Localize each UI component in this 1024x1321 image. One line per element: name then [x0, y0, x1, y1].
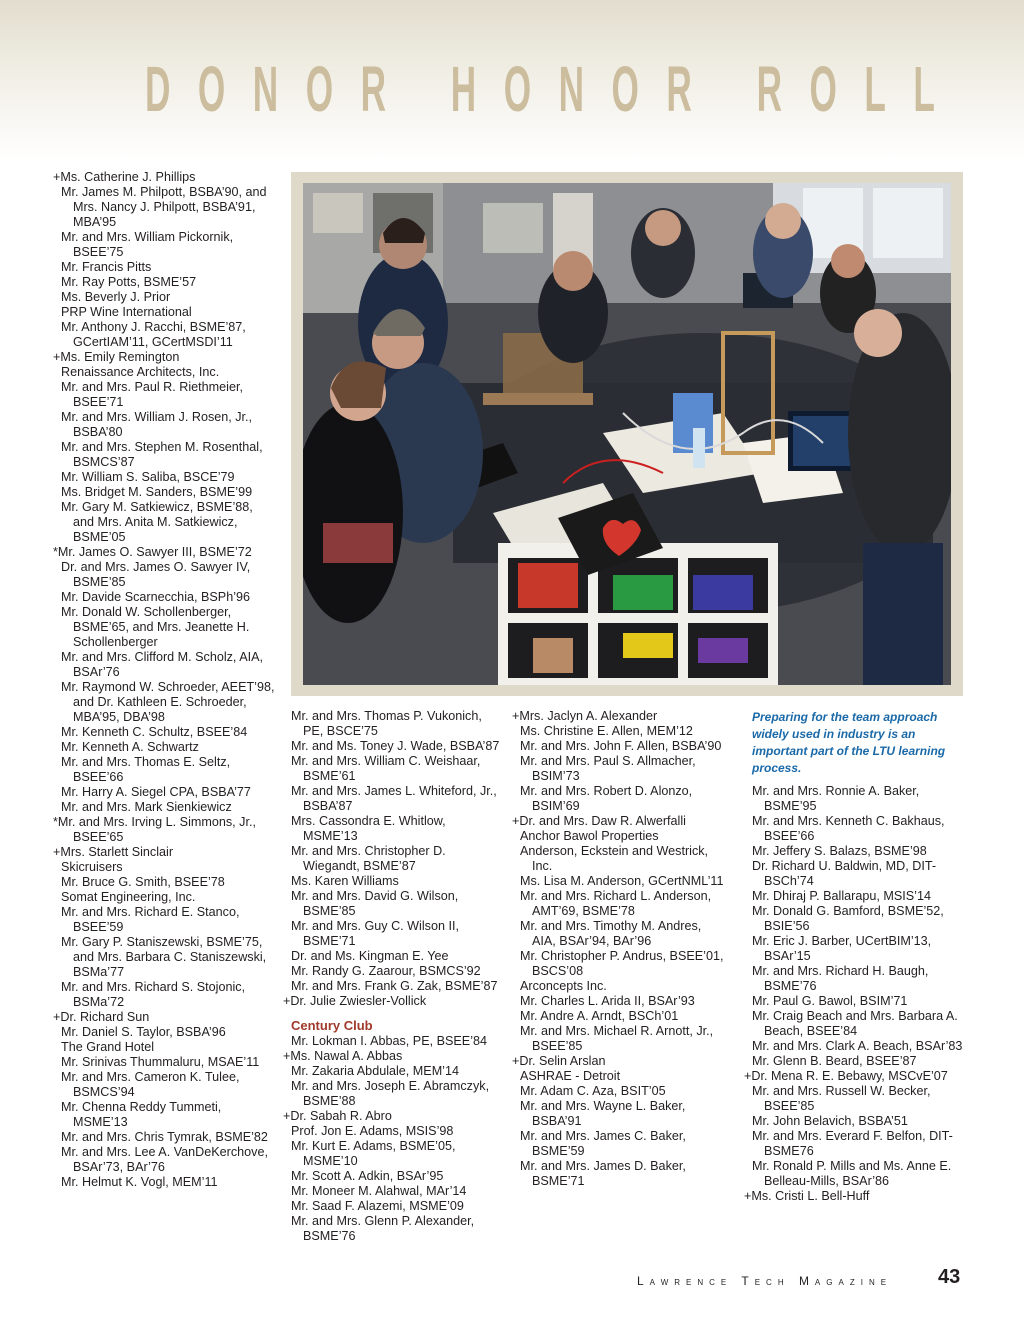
donor-name-line: Mr. and Mrs. Cameron K. Tulee,	[61, 1070, 240, 1084]
donor-name-line: Mr. Ray Potts, BSME’57	[61, 275, 197, 289]
donor-entry	[752, 1129, 972, 1159]
donor-name-line: Mr. Anthony J. Racchi, BSME’87,	[61, 320, 246, 334]
donor-entry	[61, 680, 281, 725]
donor-name-continuation: Schollenberger	[73, 635, 158, 649]
donor-entry	[291, 889, 506, 919]
donor-name-continuation: BSEE’66	[764, 829, 815, 843]
donor-name-line: Mr. Ronald P. Mills and Ms. Anne E.	[752, 1159, 952, 1173]
donor-name-line: Arconcepts Inc.	[520, 979, 607, 993]
donor-entry	[752, 1009, 972, 1039]
donor-name-line: Mr. and Mrs. Paul S. Allmacher,	[520, 754, 696, 768]
donor-name-line: Mr. Kenneth C. Schultz, BSEE’84	[61, 725, 248, 739]
donor-name-line: Mr. and Mrs. Clifford M. Scholz, AIA,	[61, 650, 264, 664]
donor-column-1	[53, 170, 281, 1190]
donor-name-continuation: PE, BSCE’75	[303, 724, 378, 738]
donor-entry	[520, 739, 735, 754]
donor-name-line: Mr. Glenn B. Beard, BSEE’87	[752, 1054, 917, 1068]
donor-entry	[752, 1159, 972, 1189]
donor-name-line: +Ms. Catherine J. Phillips	[53, 170, 196, 184]
donor-name-line: +Ms. Cristi L. Bell-Huff	[744, 1189, 870, 1203]
magazine-name: Lawrence Tech Magazine	[637, 1274, 893, 1288]
donor-name-continuation: Mrs. Nancy J. Philpott, BSBA’91,	[73, 200, 256, 214]
donor-name-line: Mr. and Mrs. Guy C. Wilson II,	[291, 919, 459, 933]
donor-name-continuation: BSME’61	[303, 769, 356, 783]
donor-entry	[752, 859, 972, 889]
donor-name-line: Mr. and Mrs. Kenneth C. Bakhaus,	[752, 814, 945, 828]
donor-entry	[291, 1214, 506, 1244]
lab-photo	[303, 183, 951, 685]
donor-name-continuation: BSEE’59	[73, 920, 124, 934]
donor-entry	[520, 1084, 735, 1099]
donor-name-line: Mr. Gary P. Staniszewski, BSME’75,	[61, 935, 263, 949]
donor-name-line: Mr. Charles L. Arida II, BSAr’93	[520, 994, 695, 1008]
donor-name-line: Mr. and Mrs. James C. Baker,	[520, 1129, 686, 1143]
donor-name-continuation: BSMCS’94	[73, 1085, 135, 1099]
lab-photo-illustration	[303, 183, 951, 685]
donor-name-continuation: BSME’95	[764, 799, 817, 813]
donor-entry	[61, 800, 281, 815]
donor-name-continuation: BSME’65, and Mrs. Jeanette H.	[73, 620, 250, 634]
donor-name-line: Ms. Christine E. Allen, MEM’12	[520, 724, 693, 738]
donor-entry	[53, 1010, 281, 1025]
donor-entry	[752, 1084, 972, 1114]
donor-name-line: Mr. and Mrs. Chris Tymrak, BSME’82	[61, 1130, 268, 1144]
donor-name-line: Ms. Bridget M. Sanders, BSME’99	[61, 485, 253, 499]
donor-entry	[61, 440, 281, 470]
donor-name-line: +Mrs. Starlett Sinclair	[53, 845, 174, 859]
donor-entry	[291, 1124, 506, 1139]
donor-entry	[61, 305, 281, 320]
donor-entry	[61, 320, 281, 350]
donor-name-continuation: and Mrs. Barbara C. Staniszewski,	[73, 950, 267, 964]
donor-entry	[291, 874, 506, 889]
donor-entry	[61, 1055, 281, 1070]
donor-entry	[53, 170, 281, 185]
donor-entry	[291, 1184, 506, 1199]
donor-name-continuation: BSME’76	[303, 1229, 356, 1243]
donor-name-line: Ms. Lisa M. Anderson, GCertNML’11	[520, 874, 724, 888]
donor-name-continuation: AIA, BSAr’94, BAr’96	[532, 934, 652, 948]
donor-name-continuation: BSME’59	[532, 1144, 585, 1158]
donor-name-continuation: BSEE’85	[764, 1099, 815, 1113]
donor-entry	[61, 410, 281, 440]
donor-name-continuation: Wiegandt, BSME’87	[303, 859, 416, 873]
donor-entry	[61, 230, 281, 260]
donor-entry	[291, 1139, 506, 1169]
donor-entry	[291, 949, 506, 964]
donor-name-line: Mr. Chenna Reddy Tummeti,	[61, 1100, 222, 1114]
donor-name-line: Mr. Davide Scarnecchia, BSPh’96	[61, 590, 250, 604]
donor-name-line: Dr. Richard U. Baldwin, MD, DIT-	[752, 859, 937, 873]
donor-entry	[752, 994, 972, 1009]
donor-name-continuation: BSAr’15	[764, 949, 811, 963]
donor-entry	[520, 889, 735, 919]
page-title: DONOR HONOR ROLL	[145, 53, 963, 125]
donor-name-line: PRP Wine International	[61, 305, 192, 319]
donor-entry	[752, 934, 972, 964]
donor-name-line: +Mrs. Jaclyn A. Alexander	[512, 709, 658, 723]
donor-entry	[752, 1054, 972, 1069]
donor-name-line: Mr. and Mrs. Ronnie A. Baker,	[752, 784, 920, 798]
donor-name-line: Mr. and Mrs. Joseph E. Abramczyk,	[291, 1079, 490, 1093]
donor-name-line: Mr. and Mrs. Michael R. Arnott, Jr.,	[520, 1024, 714, 1038]
donor-entry	[752, 814, 972, 844]
donor-name-continuation: AMT’69, BSME’78	[532, 904, 635, 918]
donor-name-line: Mr. Donald W. Schollenberger,	[61, 605, 232, 619]
donor-name-line: Mr. and Mrs. Lee A. VanDeKerchove,	[61, 1145, 268, 1159]
donor-entry	[512, 709, 735, 724]
donor-name-continuation: BSME’85	[303, 904, 356, 918]
donor-entry	[752, 904, 972, 934]
donor-entry	[752, 1114, 972, 1129]
donor-name-continuation: BSEE’85	[532, 1039, 583, 1053]
donor-name-continuation: MBA’95	[73, 215, 117, 229]
donor-entry	[61, 860, 281, 875]
donor-name-line: Somat Engineering, Inc.	[61, 890, 196, 904]
donor-name-continuation: BSME76	[764, 1144, 814, 1158]
donor-entry	[283, 994, 506, 1009]
donor-name-line: +Ms. Emily Remington	[53, 350, 180, 364]
donor-name-continuation: Inc.	[532, 859, 553, 873]
photo-frame	[291, 172, 963, 696]
donor-entry	[61, 275, 281, 290]
donor-entry	[61, 890, 281, 905]
donor-entry	[520, 1009, 735, 1024]
donor-entry	[291, 784, 506, 814]
donor-name-continuation: BSMa’72	[73, 995, 125, 1009]
donor-name-line: Dr. and Ms. Kingman E. Yee	[291, 949, 449, 963]
donor-entry	[291, 844, 506, 874]
donor-entry	[520, 994, 735, 1009]
donor-name-line: +Ms. Nawal A. Abbas	[283, 1049, 403, 1063]
donor-entry	[752, 844, 972, 859]
donor-entry	[752, 964, 972, 994]
donor-entry	[61, 590, 281, 605]
donor-name-line: Mr. and Mrs. Wayne L. Baker,	[520, 1099, 686, 1113]
donor-name-line: Mr. Helmut K. Vogl, MEM’11	[61, 1175, 218, 1189]
donor-entry	[61, 1025, 281, 1040]
donor-name-line: +Dr. Sabah R. Abro	[283, 1109, 392, 1123]
donor-name-line: Mr. James M. Philpott, BSBA’90, and	[61, 185, 267, 199]
donor-entry	[61, 785, 281, 800]
donor-name-continuation: BSME’05	[73, 530, 126, 544]
donor-entry	[53, 545, 281, 560]
donor-entry	[520, 1099, 735, 1129]
donor-name-line: Mr. and Mrs. James D. Baker,	[520, 1159, 686, 1173]
donor-entry	[61, 185, 281, 230]
donor-entry	[61, 1070, 281, 1100]
donor-entry	[61, 500, 281, 545]
donor-entry	[61, 365, 281, 380]
donor-name-line: Skicruisers	[61, 860, 123, 874]
donor-name-line: Mr. and Mrs. Paul R. Riethmeier,	[61, 380, 243, 394]
photo-caption: Preparing for the team approach widely used in industry is an important part of the LTU learning process.	[752, 710, 946, 775]
donor-name-line: Mr. Donald G. Bamford, BSME’52,	[752, 904, 944, 918]
donor-name-line: Mr. and Mrs. Thomas E. Seltz,	[61, 755, 231, 769]
donor-name-line: Mr. Francis Pitts	[61, 260, 152, 274]
donor-name-continuation: BSME’76	[764, 979, 817, 993]
donor-name-line: Mr. and Mrs. Richard E. Stanco,	[61, 905, 240, 919]
donor-name-line: Mr. and Mrs. Everard F. Belfon, DIT-	[752, 1129, 953, 1143]
donor-entry	[520, 874, 735, 889]
donor-name-line: Mr. and Mrs. William C. Weishaar,	[291, 754, 481, 768]
donor-entry	[61, 485, 281, 500]
donor-name-line: Mr. Craig Beach and Mrs. Barbara A.	[752, 1009, 958, 1023]
donor-column-2	[283, 709, 506, 1244]
donor-column-4	[744, 784, 972, 1204]
donor-entry	[520, 919, 735, 949]
donor-entry	[291, 1034, 506, 1049]
donor-entry	[512, 814, 735, 829]
donor-name-continuation: BSEE’66	[73, 770, 124, 784]
donor-name-continuation: BSBA’87	[303, 799, 353, 813]
donor-entry	[291, 1064, 506, 1079]
donor-entry	[61, 905, 281, 935]
donor-name-continuation: BSEE’75	[73, 245, 124, 259]
donor-name-line: Mr. Christopher P. Andrus, BSEE’01,	[520, 949, 724, 963]
donor-name-line: Mr. John Belavich, BSBA’51	[752, 1114, 908, 1128]
donor-name-continuation: MSME’13	[73, 1115, 128, 1129]
donor-entry	[291, 979, 506, 994]
donor-name-line: Mr. Gary M. Satkiewicz, BSME’88,	[61, 500, 253, 514]
donor-name-line: Mr. and Mrs. John F. Allen, BSBA’90	[520, 739, 722, 753]
donor-name-continuation: BSAr’76	[73, 665, 120, 679]
donor-entry	[61, 725, 281, 740]
donor-name-line: Mr. Adam C. Aza, BSIT’05	[520, 1084, 666, 1098]
donor-name-line: Anchor Bawol Properties	[520, 829, 659, 843]
donor-name-line: Mr. William S. Saliba, BSCE’79	[61, 470, 235, 484]
donor-name-line: Prof. Jon E. Adams, MSIS’98	[291, 1124, 454, 1138]
donor-entry	[61, 755, 281, 785]
donor-name-line: Mr. and Mrs. Stephen M. Rosenthal,	[61, 440, 263, 454]
donor-name-line: Renaissance Architects, Inc.	[61, 365, 220, 379]
donor-entry	[61, 470, 281, 485]
donor-name-continuation: BSBA’80	[73, 425, 123, 439]
donor-name-line: Mr. Lokman I. Abbas, PE, BSEE’84	[291, 1034, 488, 1048]
donor-name-line: *Mr. and Mrs. Irving L. Simmons, Jr.,	[53, 815, 256, 829]
donor-entry	[744, 1189, 972, 1204]
donor-name-continuation: and Mrs. Anita M. Satkiewicz,	[73, 515, 238, 529]
page-number: 43	[938, 1266, 961, 1288]
donor-name-continuation: BSIM’73	[532, 769, 580, 783]
donor-name-continuation: BSCh’74	[764, 874, 814, 888]
donor-entry	[61, 650, 281, 680]
donor-name-line: +Dr. and Mrs. Daw R. Alwerfalli	[512, 814, 686, 828]
donor-entry	[53, 350, 281, 365]
donor-name-line: Mr. Jeffery S. Balazs, BSME’98	[752, 844, 927, 858]
donor-entry	[61, 290, 281, 305]
donor-entry	[520, 979, 735, 994]
donor-name-line: Dr. and Mrs. James O. Sawyer IV,	[61, 560, 251, 574]
donor-name-line: Mr. Kenneth A. Schwartz	[61, 740, 199, 754]
donor-entry	[61, 1130, 281, 1145]
donor-entry	[61, 1145, 281, 1175]
donor-name-continuation: BSME’88	[303, 1094, 356, 1108]
donor-name-continuation: MSME’13	[303, 829, 358, 843]
donor-name-continuation: MSME’10	[303, 1154, 358, 1168]
donor-name-line: Mr. Bruce G. Smith, BSEE’78	[61, 875, 225, 889]
donor-name-line: Mr. Zakaria Abdulale, MEM’14	[291, 1064, 459, 1078]
donor-name-continuation: Belleau-Mills, BSAr’86	[764, 1174, 890, 1188]
donor-name-line: Mr. Raymond W. Schroeder, AEET’98,	[61, 680, 275, 694]
donor-name-line: Mrs. Cassondra E. Whitlow,	[291, 814, 446, 828]
donor-entry	[291, 1169, 506, 1184]
donor-entry	[291, 739, 506, 754]
donor-name-line: Mr. Kurt E. Adams, BSME’05,	[291, 1139, 456, 1153]
donor-entry	[520, 1129, 735, 1159]
donor-name-continuation: BSIM’69	[532, 799, 580, 813]
donor-name-line: Mr. and Mrs. Richard S. Stojonic,	[61, 980, 246, 994]
donor-name-continuation: BSME’71	[532, 1174, 585, 1188]
donor-entry	[291, 1199, 506, 1214]
donor-entry	[744, 1069, 972, 1084]
section-heading: Century Club	[291, 1018, 373, 1033]
donor-name-line: Mr. and Mrs. Christopher D.	[291, 844, 446, 858]
donor-entry	[752, 889, 972, 904]
donor-name-continuation: BSEE’65	[73, 830, 124, 844]
donor-name-line: +Dr. Selin Arslan	[512, 1054, 606, 1068]
donor-entry	[53, 845, 281, 860]
donor-entry	[752, 784, 972, 814]
donor-name-line: Ms. Karen Williams	[291, 874, 399, 888]
donor-entry	[61, 935, 281, 980]
donor-name-line: The Grand Hotel	[61, 1040, 155, 1054]
donor-name-line: Mr. and Mrs. Richard H. Baugh,	[752, 964, 929, 978]
donor-name-line: Mr. and Mrs. Richard L. Anderson,	[520, 889, 712, 903]
donor-name-continuation: BSBA’91	[532, 1114, 582, 1128]
donor-entry	[291, 709, 506, 739]
donor-entry	[61, 260, 281, 275]
donor-name-continuation: BSAr’73, BAr’76	[73, 1160, 165, 1174]
donor-entry	[512, 1054, 735, 1069]
donor-name-continuation: BSIE’56	[764, 919, 810, 933]
donor-entry	[61, 980, 281, 1010]
donor-entry	[283, 1049, 506, 1064]
donor-entry	[291, 919, 506, 949]
donor-entry	[291, 754, 506, 784]
donor-entry	[53, 815, 281, 845]
donor-name-line: Mr. and Mrs. Glenn P. Alexander,	[291, 1214, 475, 1228]
donor-name-line: Mr. and Mrs. Russell W. Becker,	[752, 1084, 931, 1098]
donor-entry	[61, 740, 281, 755]
donor-name-line: Mr. Saad F. Alazemi, MSME’09	[291, 1199, 464, 1213]
donor-entry	[520, 829, 735, 844]
donor-entry	[291, 964, 506, 979]
donor-name-continuation: BSME’71	[303, 934, 356, 948]
donor-entry	[520, 1024, 735, 1054]
donor-entry	[520, 1069, 735, 1084]
donor-name-line: +Dr. Julie Zwiesler-Vollick	[283, 994, 427, 1008]
donor-name-line: Mr. and Mrs. David G. Wilson,	[291, 889, 459, 903]
donor-name-line: Mr. and Mrs. Clark A. Beach, BSAr’83	[752, 1039, 963, 1053]
donor-name-line: Mr. Paul G. Bawol, BSIM’71	[752, 994, 908, 1008]
donor-entry	[520, 754, 735, 784]
donor-name-line: Mr. and Mrs. Thomas P. Vukonich,	[291, 709, 482, 723]
donor-name-line: Mr. Eric J. Barber, UCertBIM’13,	[752, 934, 932, 948]
donor-entry	[61, 1175, 281, 1190]
donor-column-3	[512, 709, 735, 1189]
donor-entry	[61, 605, 281, 650]
donor-name-line: Mr. and Mrs. William J. Rosen, Jr.,	[61, 410, 253, 424]
donor-name-line: ASHRAE - Detroit	[520, 1069, 621, 1083]
donor-entry	[291, 814, 506, 844]
donor-entry	[752, 1039, 972, 1054]
donor-name-continuation: BSME’85	[73, 575, 126, 589]
donor-entry	[520, 724, 735, 739]
donor-name-line: Anderson, Eckstein and Westrick,	[520, 844, 709, 858]
donor-name-line: Mr. and Ms. Toney J. Wade, BSBA’87	[291, 739, 500, 753]
donor-entry	[520, 844, 735, 874]
donor-name-line: *Mr. James O. Sawyer III, BSME’72	[53, 545, 252, 559]
donor-name-line: Mr. and Mrs. Robert D. Alonzo,	[520, 784, 693, 798]
donor-entry	[291, 1079, 506, 1109]
donor-name-line: +Dr. Richard Sun	[53, 1010, 150, 1024]
donor-name-continuation: MBA’95, DBA’98	[73, 710, 165, 724]
donor-name-continuation: Beach, BSEE’84	[764, 1024, 858, 1038]
donor-name-line: Mr. and Mrs. Timothy M. Andres,	[520, 919, 702, 933]
donor-name-continuation: BSMa’77	[73, 965, 125, 979]
donor-name-continuation: BSMCS’87	[73, 455, 135, 469]
donor-name-line: Mr. Dhiraj P. Ballarapu, MSIS’14	[752, 889, 931, 903]
donor-name-line: Mr. Daniel S. Taylor, BSBA’96	[61, 1025, 226, 1039]
donor-name-line: Ms. Beverly J. Prior	[61, 290, 171, 304]
donor-name-line: Mr. Moneer M. Alahwal, MAr’14	[291, 1184, 467, 1198]
donor-name-line: Mr. and Mrs. Frank G. Zak, BSME’87	[291, 979, 498, 993]
donor-entry	[61, 380, 281, 410]
donor-name-line: Mr. Harry A. Siegel CPA, BSBA’77	[61, 785, 251, 799]
donor-entry	[520, 1159, 735, 1189]
donor-name-line: +Dr. Mena R. E. Bebawy, MSCvE’07	[744, 1069, 948, 1083]
donor-entry	[520, 949, 735, 979]
donor-entry	[283, 1109, 506, 1124]
donor-name-line: Mr. Srinivas Thummaluru, MSAE’11	[61, 1055, 260, 1069]
donor-name-line: Mr. and Mrs. Mark Sienkiewicz	[61, 800, 232, 814]
donor-name-continuation: BSCS’08	[532, 964, 584, 978]
donor-name-line: Mr. Scott A. Adkin, BSAr’95	[291, 1169, 444, 1183]
donor-name-line: Mr. Randy G. Zaarour, BSMCS’92	[291, 964, 481, 978]
donor-entry	[520, 784, 735, 814]
donor-name-continuation: and Dr. Kathleen E. Schroeder,	[73, 695, 247, 709]
donor-entry	[61, 1040, 281, 1055]
donor-name-line: Mr. Andre A. Arndt, BSCh’01	[520, 1009, 679, 1023]
donor-entry	[61, 875, 281, 890]
donor-name-continuation: BSEE’71	[73, 395, 124, 409]
donor-name-line: Mr. and Mrs. William Pickornik,	[61, 230, 234, 244]
donor-entry	[61, 560, 281, 590]
donor-name-line: Mr. and Mrs. James L. Whiteford, Jr.,	[291, 784, 497, 798]
donor-entry	[61, 1100, 281, 1130]
donor-name-continuation: GCertIAM’11, GCertMSDI’11	[73, 335, 233, 349]
